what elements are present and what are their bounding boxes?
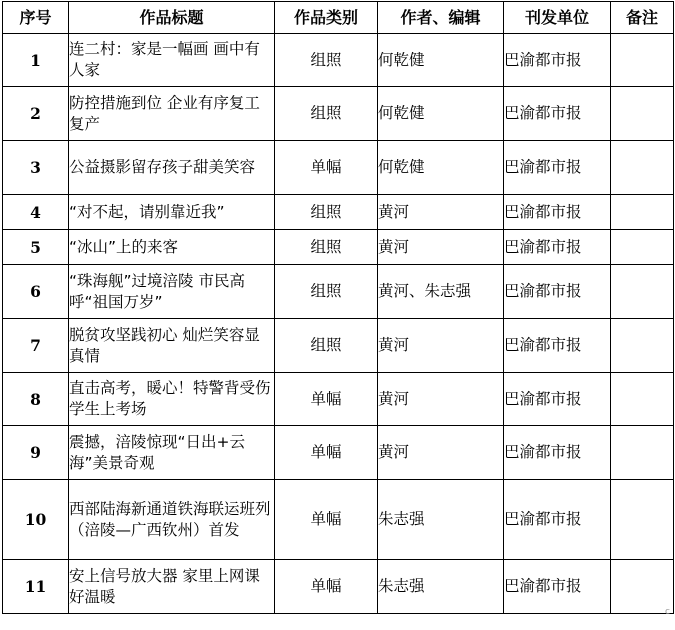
cell-type: 组照 xyxy=(275,319,378,373)
cell-note xyxy=(611,265,674,319)
table-row xyxy=(3,319,674,373)
header-no: 序号 xyxy=(3,2,69,34)
cell-no: 1 xyxy=(3,34,69,87)
cell-note xyxy=(611,480,674,560)
award-entries-table xyxy=(2,1,674,614)
cell-no: 2 xyxy=(3,87,69,141)
cell-publisher: 巴渝都市报 xyxy=(504,426,611,480)
cell-type: 单幅 xyxy=(275,141,378,195)
cell-no: 7 xyxy=(3,319,69,373)
table-row xyxy=(3,34,674,87)
cell-publisher: 巴渝都市报 xyxy=(504,373,611,426)
cell-publisher: 巴渝都市报 xyxy=(504,319,611,373)
cell-author: 黄河 xyxy=(378,426,504,480)
cell-publisher: 巴渝都市报 xyxy=(504,480,611,560)
cell-author: 何乾健 xyxy=(378,34,504,87)
cell-author: 黄河 xyxy=(378,230,504,265)
table-row xyxy=(3,87,674,141)
cell-author: 黄河 xyxy=(378,319,504,373)
cell-no: 3 xyxy=(3,141,69,195)
cell-no: 5 xyxy=(3,230,69,265)
cell-author: 黄河 xyxy=(378,373,504,426)
cell-no: 10 xyxy=(3,480,69,560)
cell-title: 直击高考，暖心！特警背受伤学生上考场 xyxy=(69,373,275,426)
cell-no: 11 xyxy=(3,560,69,614)
header-publisher: 刊发单位 xyxy=(504,2,611,34)
table-row xyxy=(3,195,674,230)
table-row xyxy=(3,265,674,319)
cell-author: 朱志强 xyxy=(378,480,504,560)
cell-author: 何乾健 xyxy=(378,87,504,141)
cell-title: 连二村：家是一幅画 画中有人家 xyxy=(69,34,275,87)
cell-publisher: 巴渝都市报 xyxy=(504,265,611,319)
cell-publisher: 巴渝都市报 xyxy=(504,87,611,141)
cell-author: 朱志强 xyxy=(378,560,504,614)
cell-note xyxy=(611,34,674,87)
cell-type: 组照 xyxy=(275,265,378,319)
cell-no: 9 xyxy=(3,426,69,480)
cell-type: 组照 xyxy=(275,87,378,141)
cell-title: “对不起，请别靠近我” xyxy=(69,195,275,230)
header-author: 作者、编辑 xyxy=(378,2,504,34)
cell-note xyxy=(611,141,674,195)
cell-title: 公益摄影留存孩子甜美笑容 xyxy=(69,141,275,195)
cell-type: 单幅 xyxy=(275,373,378,426)
cell-title: 西部陆海新通道铁海联运班列（涪陵—广西钦州）首发 xyxy=(69,480,275,560)
cell-title: “珠海舰”过境涪陵 市民高呼“祖国万岁” xyxy=(69,265,275,319)
cell-note xyxy=(611,426,674,480)
cell-publisher: 巴渝都市报 xyxy=(504,195,611,230)
header-title: 作品标题 xyxy=(69,2,275,34)
cell-author: 何乾健 xyxy=(378,141,504,195)
table-row xyxy=(3,560,674,614)
cell-note xyxy=(611,195,674,230)
cell-note xyxy=(611,560,674,614)
cell-note xyxy=(611,319,674,373)
table-row xyxy=(3,426,674,480)
cell-note xyxy=(611,230,674,265)
cell-publisher: 巴渝都市报 xyxy=(504,141,611,195)
header-row xyxy=(3,2,674,34)
cell-title: 脱贫攻坚践初心 灿烂笑容显真情 xyxy=(69,319,275,373)
cell-type: 组照 xyxy=(275,34,378,87)
table-row xyxy=(3,480,674,560)
cell-no: 8 xyxy=(3,373,69,426)
cell-no: 4 xyxy=(3,195,69,230)
cell-author: 黄河、朱志强 xyxy=(378,265,504,319)
cell-type: 单幅 xyxy=(275,426,378,480)
cell-title: “冰山”上的来客 xyxy=(69,230,275,265)
table-row xyxy=(3,373,674,426)
cell-no: 6 xyxy=(3,265,69,319)
cell-type: 单幅 xyxy=(275,560,378,614)
table-row xyxy=(3,230,674,265)
cell-author: 黄河 xyxy=(378,195,504,230)
cell-type: 单幅 xyxy=(275,480,378,560)
cell-type: 组照 xyxy=(275,230,378,265)
cell-title: 震撼，涪陵惊现“日出+云海”美景奇观 xyxy=(69,426,275,480)
cell-type: 组照 xyxy=(275,195,378,230)
cell-title: 防控措施到位 企业有序复工复产 xyxy=(69,87,275,141)
header-note: 备注 xyxy=(611,2,674,34)
page-mark: c xyxy=(665,607,670,617)
cell-publisher: 巴渝都市报 xyxy=(504,34,611,87)
table-row xyxy=(3,141,674,195)
cell-note xyxy=(611,87,674,141)
cell-publisher: 巴渝都市报 xyxy=(504,230,611,265)
cell-note xyxy=(611,373,674,426)
cell-title: 安上信号放大器 家里上网课好温暖 xyxy=(69,560,275,614)
cell-publisher: 巴渝都市报 xyxy=(504,560,611,614)
header-type: 作品类别 xyxy=(275,2,378,34)
